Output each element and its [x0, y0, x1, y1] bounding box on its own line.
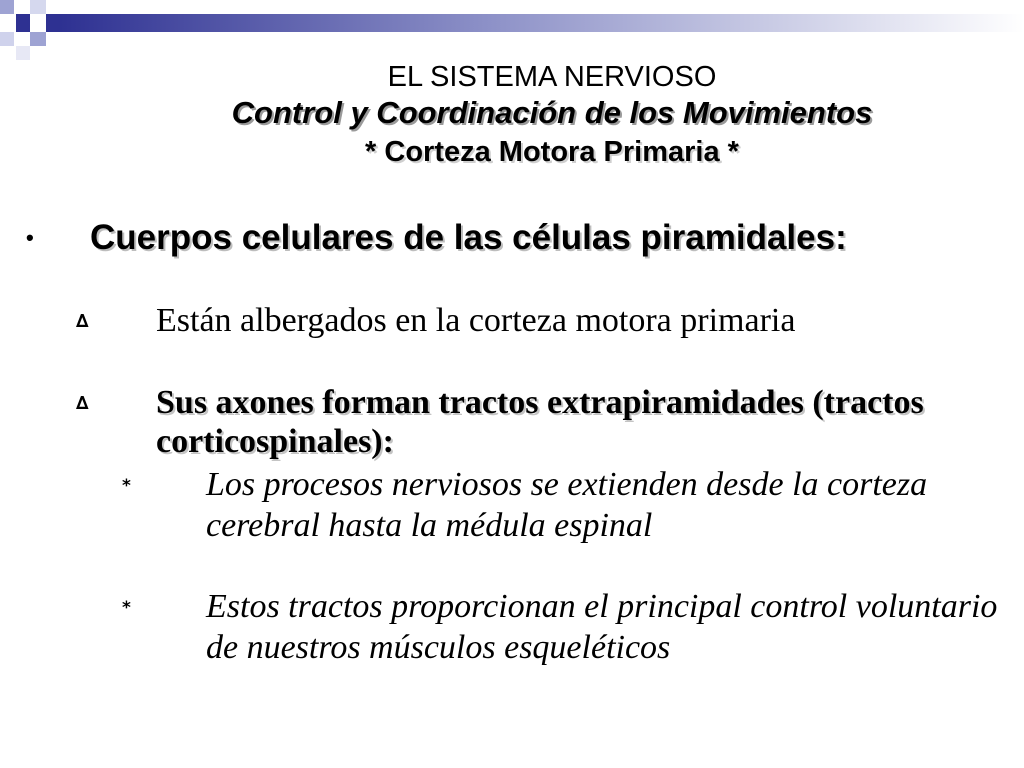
slide-topic: * Corteza Motora Primaria * [365, 136, 739, 168]
bullet-level1 [26, 218, 858, 258]
bullet-level2 [76, 302, 1024, 341]
slide-subtitle: Control y Coordinación de los Movimientos [231, 95, 873, 130]
delta-bullet-icon: ∆ [76, 311, 89, 332]
asterisk-bullet-icon: * [122, 476, 131, 496]
bullet-level2 [76, 384, 1024, 461]
bullet-level2-text: Sus axones forman tractos extrapiramidades (tractos corticospinales): [156, 384, 924, 460]
slide-title: EL SISTEMA NERVIOSO [387, 61, 717, 93]
bullet-level3 [122, 587, 1006, 668]
bullet-level3-text: Los procesos nerviosos se extienden desde la corteza cerebral hasta la médula espinal [206, 466, 928, 544]
bullet-level3 [122, 465, 1006, 546]
bullet-level1-text: Cuerpos celulares de las células piramidales: [90, 218, 847, 257]
bullet-dot-icon: • [26, 225, 34, 250]
bullet-level3-text: Estos tractos proporcionan el principal control voluntario de nuestros músculos esqueléticos [206, 588, 998, 666]
bullet-level2-text: Están albergados en la corteza motora primaria [156, 302, 796, 339]
delta-bullet-icon: ∆ [76, 393, 89, 414]
asterisk-bullet-icon: * [122, 598, 131, 618]
